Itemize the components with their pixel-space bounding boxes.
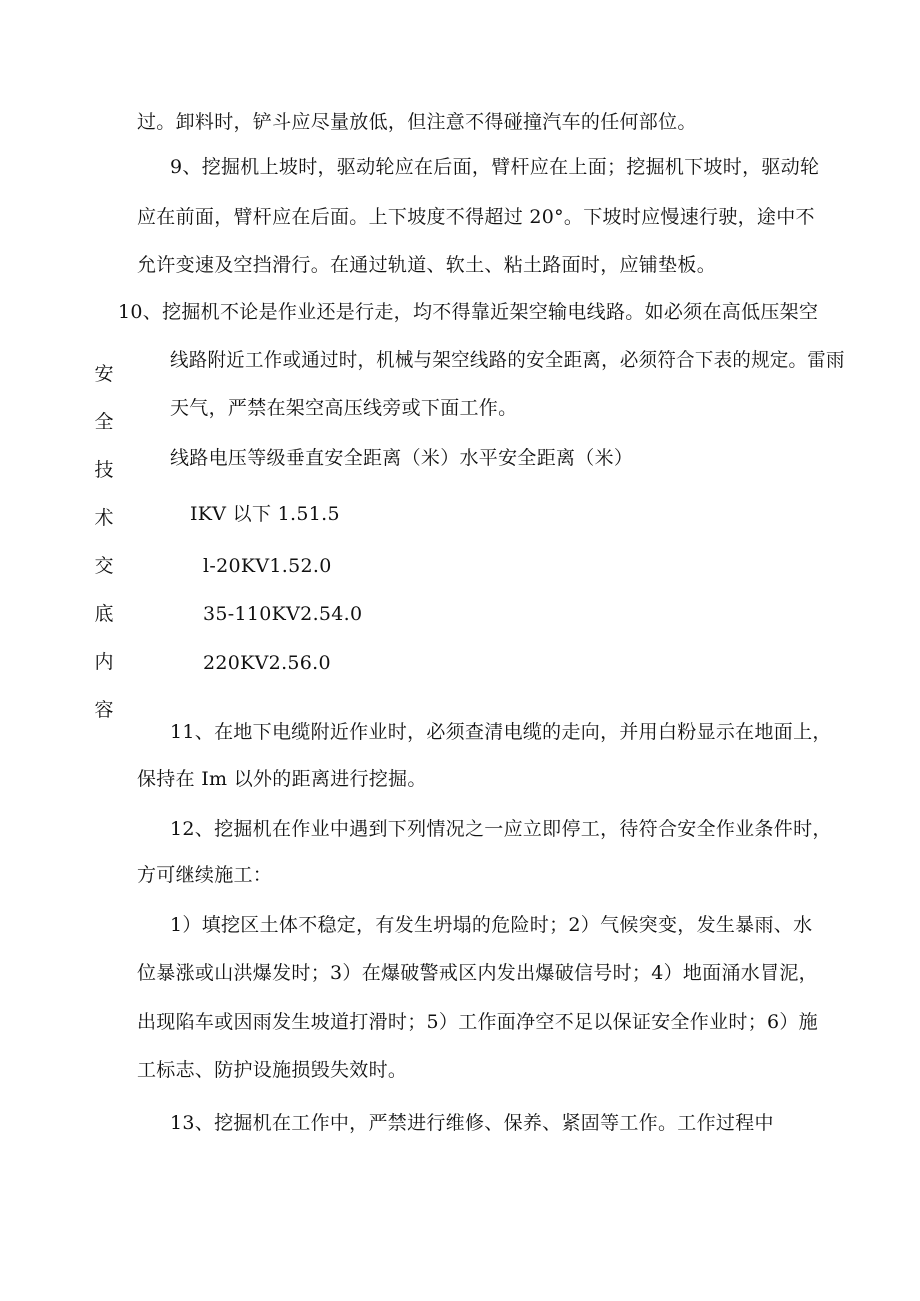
table-header: 线路电压等级垂直安全距离（米）水平安全距离（米） (170, 447, 634, 469)
paragraph-line: 12、挖掘机在作业中遇到下列情况之一应立即停工，待符合安全作业条件时， (170, 818, 832, 840)
side-label-char: 交 (94, 555, 114, 577)
paragraph-line: 9、挖掘机上坡时，驱动轮应在后面，臂杆应在上面；挖掘机下坡时，驱动轮 (170, 156, 820, 178)
paragraph-line: 10、挖掘机不论是作业还是行走，均不得靠近架空输电线路。如必须在高低压架空 (118, 301, 819, 323)
paragraph-line: 13、挖掘机在工作中，严禁进行维修、保养、紧固等工作。工作过程中 (170, 1112, 774, 1134)
paragraph-line: 方可继续施工： (137, 864, 273, 886)
paragraph-line: 保持在 Im 以外的距离进行挖掘。 (137, 768, 427, 790)
side-label-char: 容 (94, 699, 114, 721)
list-line: 位暴涨或山洪爆发时；3）在爆破警戒区内发出爆破信号时；4）地面涌水冒泥， (137, 962, 818, 984)
table-row: 35-110KV2.54.0 (203, 603, 363, 625)
list-line: 出现陷车或因雨发生坡道打滑时；5）工作面净空不足以保证安全作业时；6）施 (137, 1011, 818, 1033)
paragraph-line: 应在前面，臂杆应在后面。上下坡度不得超过 20°。下坡时应慢速行驶，途中不 (137, 206, 815, 228)
side-label-char: 底 (94, 603, 114, 625)
side-label-char: 安 (94, 363, 114, 385)
side-label-char: 技 (94, 459, 114, 481)
paragraph-line: 过。卸料时，铲斗应尽量放低，但注意不得碰撞汽车的任何部位。 (137, 111, 697, 133)
table-row: l-20KV1.52.0 (203, 555, 332, 577)
side-label-char: 术 (94, 507, 114, 529)
paragraph-line: 线路附近工作或通过时，机械与架空线路的安全距离，必须符合下表的规定。雷雨 (170, 349, 845, 371)
paragraph-line: 11、在地下电缆附近作业时，必须查清电缆的走向，并用白粉显示在地面上， (170, 721, 832, 743)
table-row: 220KV2.56.0 (203, 652, 331, 674)
paragraph-line: 天气，严禁在架空高压线旁或下面工作。 (170, 397, 518, 419)
side-label-char: 内 (94, 651, 114, 673)
list-line: 1）填挖区土体不稳定，有发生坍塌的危险时；2）气候突变，发生暴雨、水 (170, 914, 813, 936)
list-line: 工标志、防护设施损毁失效时。 (137, 1059, 408, 1081)
table-row: IKV 以下 1.51.5 (190, 503, 340, 525)
paragraph-line: 允许变速及空挡滑行。在通过轨道、软土、粘土路面时，应铺垫板。 (137, 254, 717, 276)
side-label-char: 全 (94, 411, 114, 433)
